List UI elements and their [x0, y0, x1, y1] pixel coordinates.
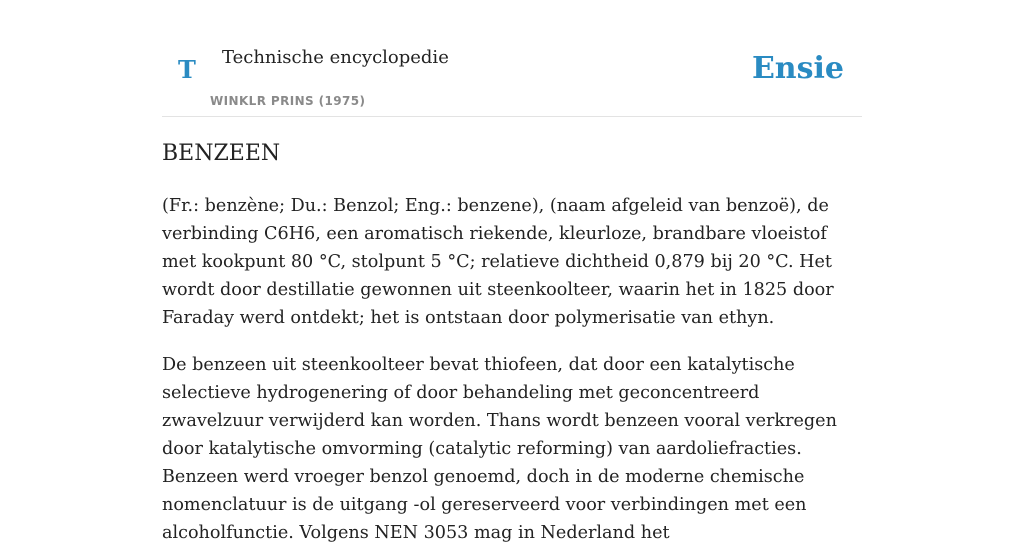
encyclopedia-title-link[interactable]: Technische encyclopedie: [222, 47, 449, 68]
article: [162, 138, 862, 547]
ensie-logo[interactable]: Ensie: [751, 51, 844, 86]
article-paragraph: (Fr.: benzène; Du.: Benzol; Eng.: benzene), (naam afgeleid van benzoë), de verbinding C6H6, een aromatisch riekende, kleurloze, brandbare vloeistof met kookpunt 80 °C, stolpunt 5 °C; relatieve dichtheid 0,879 bij 20 °C. Het wordt door destillatie gewonnen uit steenkoolteer, waarin het in 1825 door Faraday werd ontdekt; het is ontstaan door polymerisatie van ethyn.: [162, 196, 834, 328]
encyclopedia-logo-letter[interactable]: T: [178, 55, 196, 84]
page-header: [162, 0, 862, 117]
article-headword: BENZEEN: [162, 141, 281, 166]
article-paragraph: De benzeen uit steenkoolteer bevat thiofeen, dat door een katalytische selectieve hydrogenering of door behandeling met geconcentreerd zwavelzuur verwijderd kan worden. Thans wordt benzeen vooral verkregen door katalytische omvorming (catalytic reforming) van aardoliefracties. Benzeen werd vroeger benzol genoemd, doch in de moderne chemische nomenclatuur is de uitgang -ol gereserveerd voor verbindingen met een alcoholfunctie. Volgens NEN 3053 mag in Nederland het: [162, 355, 837, 543]
source-label: WINKLR PRINS (1975): [210, 94, 366, 108]
